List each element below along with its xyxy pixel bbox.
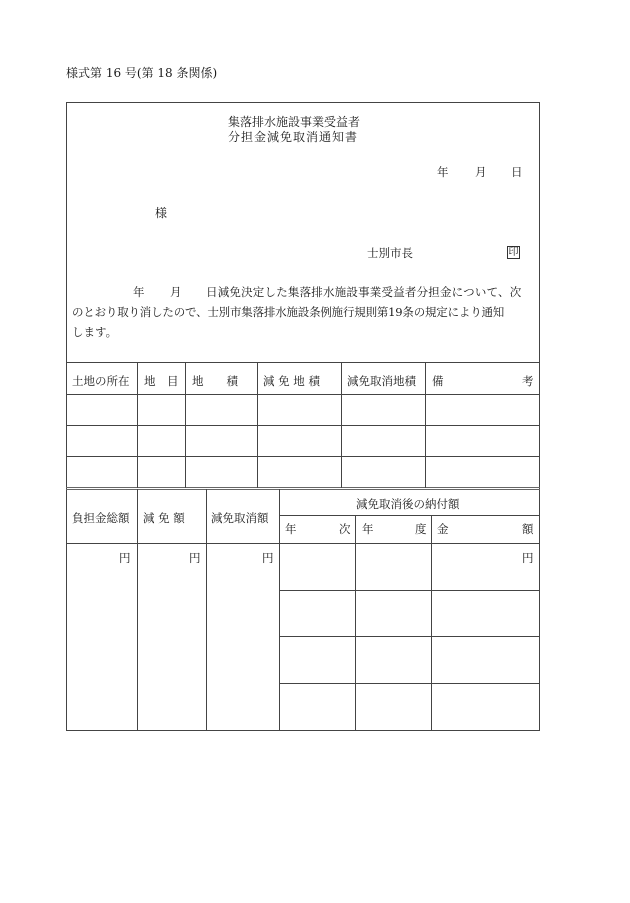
addressee-suffix: 様 [155,206,168,220]
payment-col-divider [137,489,138,731]
issuer-name: 士別市長 [367,246,413,260]
header-term-suffix: 次 [339,522,351,536]
unit-yen-cancel: 円 [262,551,274,565]
header-amount: 金 [437,522,449,536]
date-year-label: 年 [437,165,449,179]
header-exemption-amount: 減 免 額 [143,511,185,525]
unit-yen-total: 円 [119,551,131,565]
payment-row-border [279,683,540,684]
land-table-col-divider [185,362,186,488]
land-table-col-divider [257,362,258,488]
land-table-col-divider [425,362,426,488]
body-month: 月 [170,285,182,299]
form-number: 様式第 16 号(第 18 条関係) [66,66,218,80]
payment-col-divider [206,489,207,731]
unit-yen-exemption: 円 [189,551,201,565]
seal-mark: 印 [508,247,519,258]
title-line-2: 分担金減免取消通知書 [228,130,359,144]
body-line-2: のとおり取り消したので、士別市集落排水施設条例施行規則第19条の規定により通知 [72,305,505,319]
payment-col-divider [279,489,280,731]
header-cancel-area: 減免取消地積 [347,374,416,388]
date-day-label: 日 [511,165,523,179]
date-month-label: 月 [475,165,487,179]
payment-row-border [279,590,540,591]
payment-col-divider [431,515,432,731]
header-land-location: 土地の所在 [72,374,130,388]
title-line-1: 集落排水施設事業受益者 [228,115,361,129]
header-total-charge: 負担金総額 [72,511,130,525]
header-remarks-1: 備 [432,374,444,388]
unit-yen-payment: 円 [522,551,534,565]
header-cancel-amount: 減免取消額 [211,511,269,525]
header-exempt-area: 減 免 地 積 [263,374,320,388]
header-payment-after-cancel: 減免取消後の納付額 [356,497,460,511]
land-table-col-divider [137,362,138,488]
header-remarks-2: 考 [522,374,534,388]
header-amount-suffix: 額 [522,522,534,536]
body-year: 年 [133,285,145,299]
land-table-col-divider [341,362,342,488]
payment-subheader-border [279,515,540,516]
header-land-area: 地 積 [192,374,238,388]
payment-row-border [279,636,540,637]
body-line-1: 日減免決定した集落排水施設事業受益者分担金について、次 [206,285,522,299]
header-land-category: 地 目 [144,374,179,388]
header-fiscal-suffix: 度 [415,522,427,536]
header-term-year: 年 [285,522,297,536]
header-fiscal-year: 年 [362,522,374,536]
payment-col-divider [355,515,356,731]
body-line-3: します。 [72,325,118,339]
